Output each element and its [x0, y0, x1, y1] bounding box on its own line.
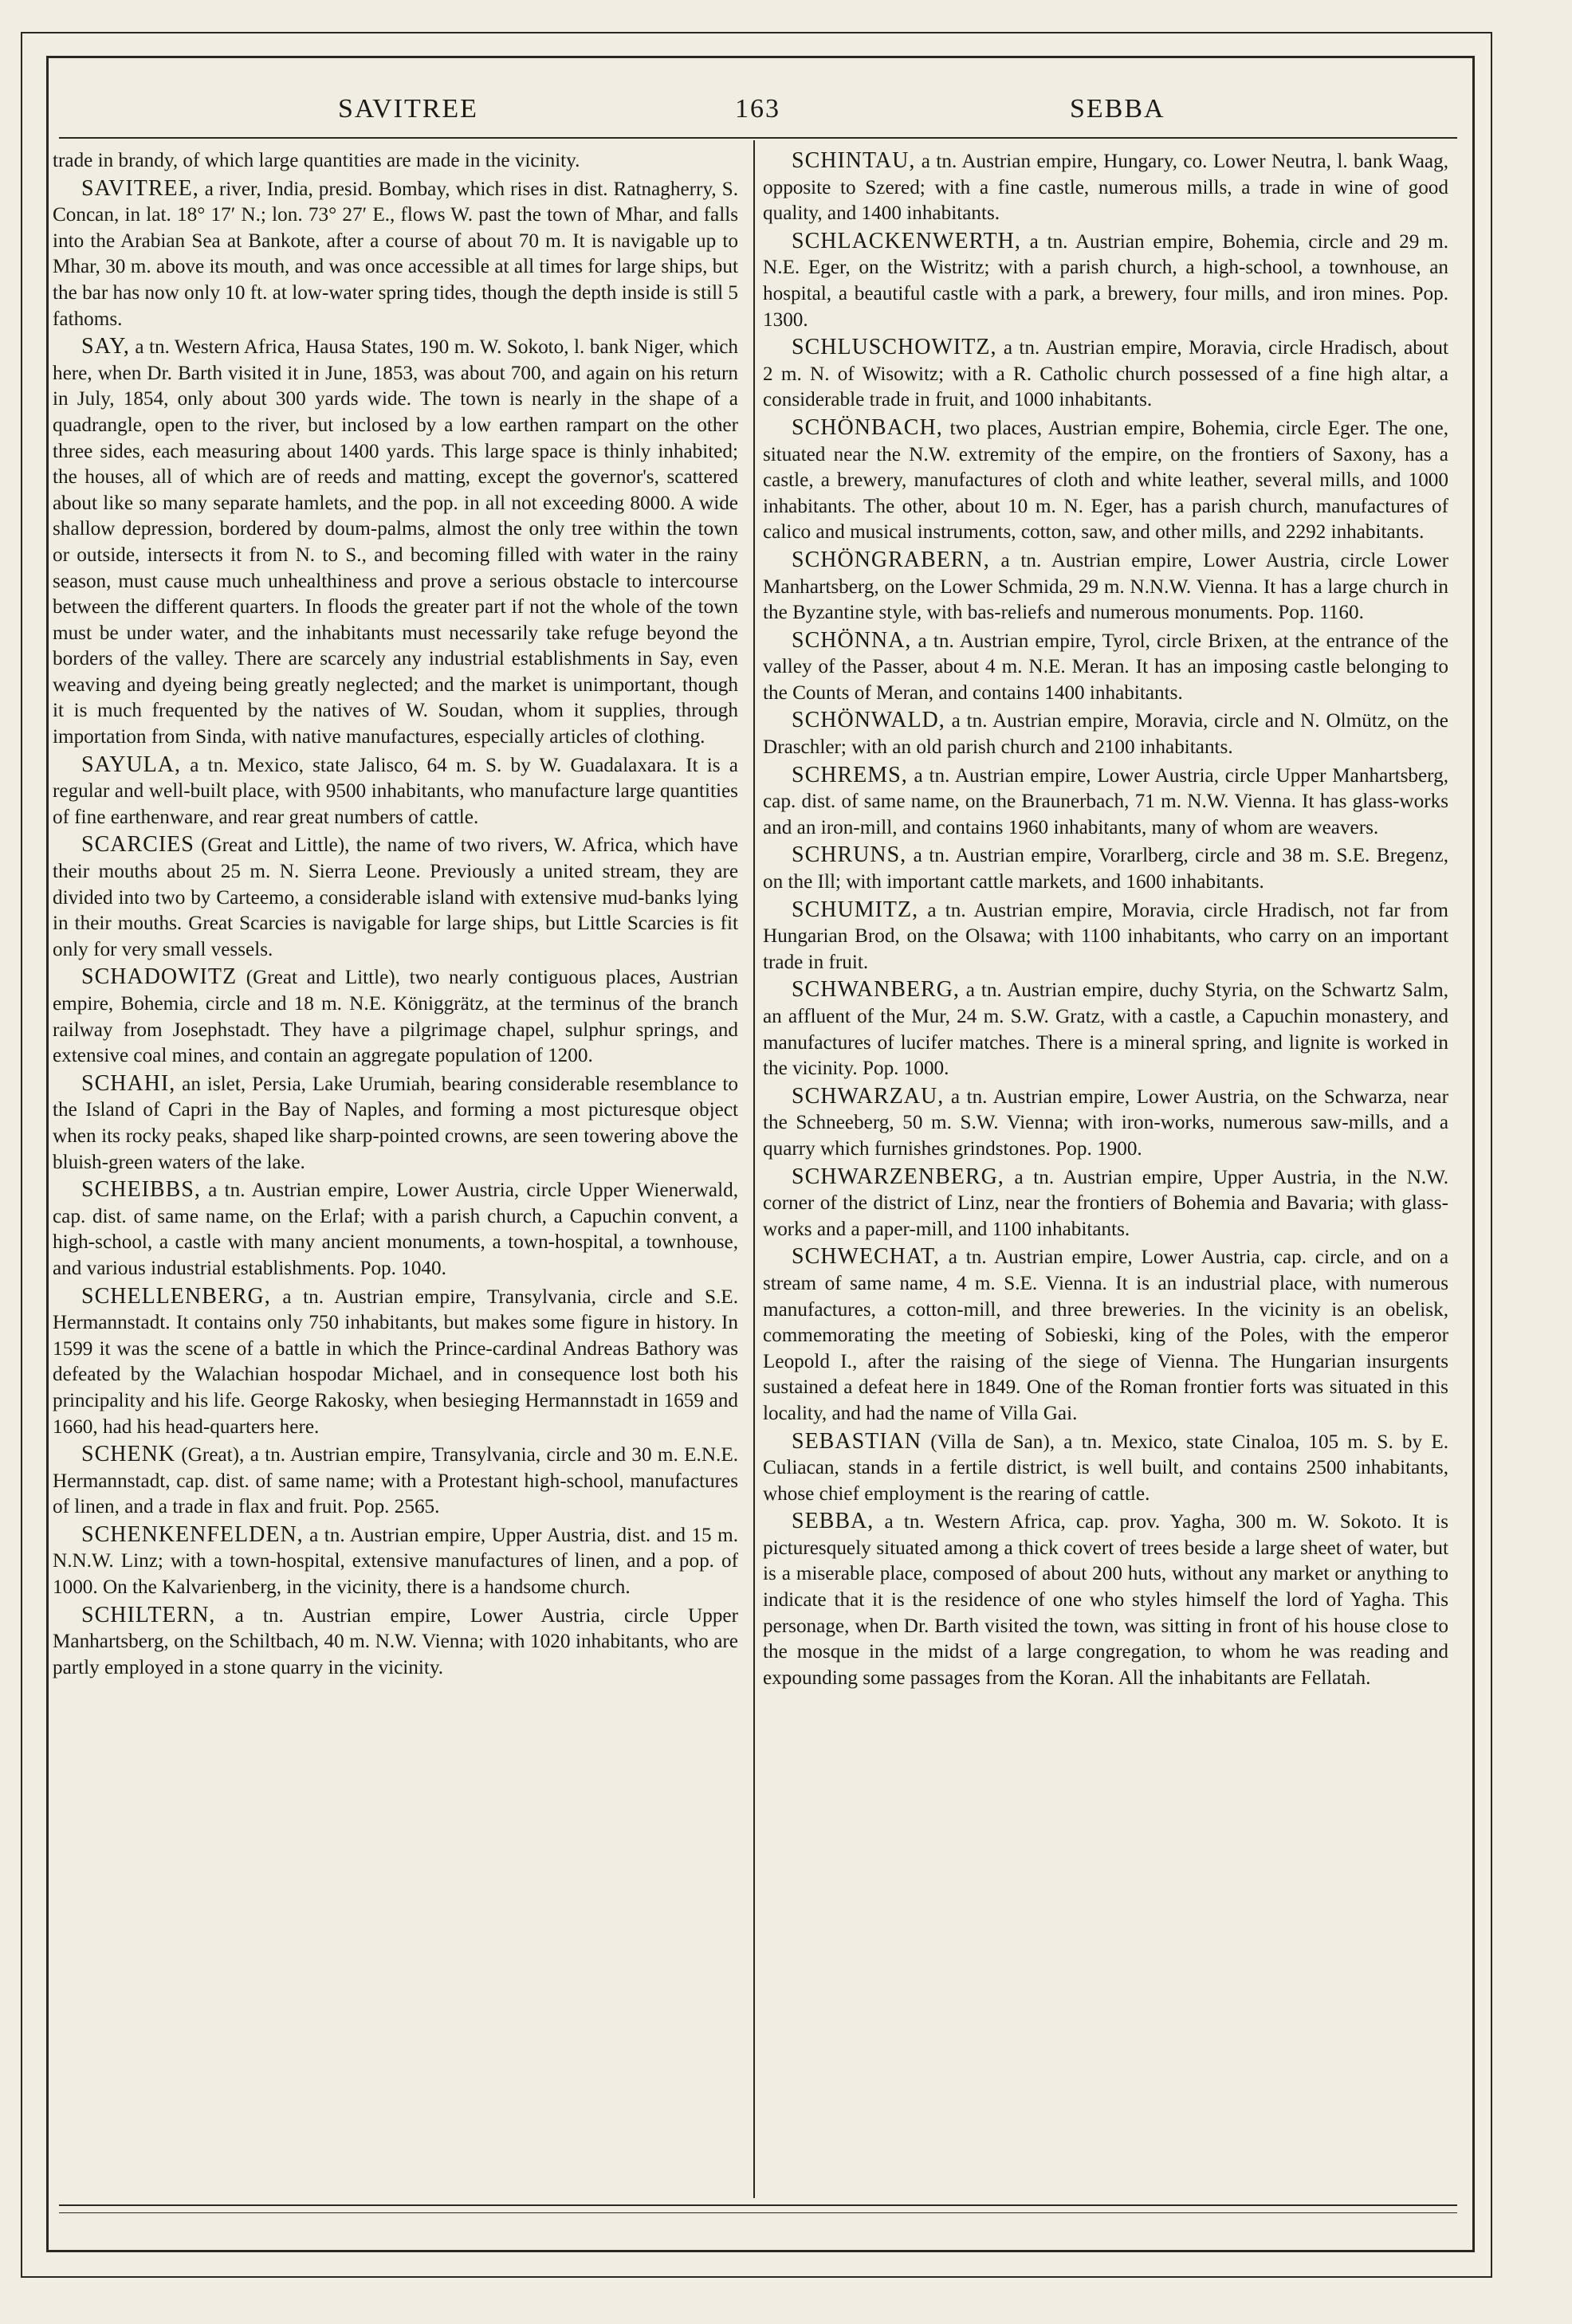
entry-headword: SCHELLENBERG,: [81, 1283, 271, 1309]
gazetteer-entry: [763, 1164, 1448, 1243]
entry-text: a tn. Austrian empire, Vorarlberg, circle and 38 m. S.E. Bregenz, on the Ill; with important cattle markets, and 1600 inhabitants.: [763, 845, 1448, 893]
gazetteer-entry: [53, 334, 738, 751]
gazetteer-entry: [763, 842, 1448, 895]
entry-text: a tn. Austrian empire, Lower Austria, circle Upper Wienerwald, cap. dist. of same name, on the Erlaf; with a parish church, a Capuchin convent, a high-school, a castle with many ancient monuments, a town-hospital, a townhouse, and various industrial establishments. Pop. 1040.: [53, 1180, 738, 1279]
entry-text: a tn. Western Africa, Hausa States, 190 m. W. Sokoto, l. bank Niger, which here, when Dr. Barth visited it in June, 1853, was about 700, and again on his return in July, 1854, only about 300 yards wide. The town is nearly in the shape of a quadrangle, open to the river, but inclosed by a low earthen rampart on the other three sides, each measuring about 1400 yards. This large space is thinly inhabited; the houses, all of which are of reeds and matting, except the governor's, scattered about like so many separate hamlets, and the pop. in all not exceeding 8000. A wide shallow depression, bordered by doum-palms, almost the only tree within the town or outside, intersects it from N. to S., and becoming filled with water in the rainy season, must cause much unhealthiness and prove a serious obstacle to intercourse between the different quarters. In floods the greater part if not the whole of the town must be under water, and the inhabitants must necessarily take refuge beyond the borders of the valley. There are scarcely any industrial establishments in Say, even weaving and dyeing being greatly neglected; and the market is unimportant, though it is much frequented by the natives of W. Soudan, whom it supplies, through importation from Sinda, with native manufactures, especially articles of clothing.: [53, 336, 738, 748]
column-divider: [753, 140, 755, 2198]
entry-headword: SCHLUSCHOWITZ,: [792, 335, 997, 360]
entry-headword: SCHEIBBS,: [81, 1177, 201, 1203]
entry-headword: SCHUMITZ,: [792, 897, 919, 922]
gazetteer-entry: [53, 1071, 738, 1176]
entry-headword: SAYULA,: [81, 752, 181, 777]
entry-headword: SCHLACKENWERTH,: [792, 228, 1021, 253]
entry-text: (Great), a tn. Austrian empire, Transylvania, circle and 30 m. E.N.E. Hermannstadt, cap. dist. of same name; with a Protestant high-school, manufactures of linen, and a trade in flax and fruit. Pop. 2565.: [53, 1444, 738, 1518]
gazetteer-entry: [53, 176, 738, 333]
footer-rule: [59, 2204, 1457, 2206]
gazetteer-entry: [53, 148, 738, 175]
gazetteer-entry: [53, 1177, 738, 1282]
entry-headword: SCHÖNGRABERN,: [792, 547, 990, 572]
gazetteer-entry: [763, 1509, 1448, 1691]
gazetteer-entry: [53, 1442, 738, 1521]
gazetteer-entry: [763, 229, 1448, 333]
entry-text: a tn. Austrian empire, Moravia, circle Hradisch, about 2 m. N. of Wisowitz; with a R. Catholic church possessed of a fine high altar, a considerable trade in fruit, and 1000 inhabitants.: [763, 337, 1448, 411]
entry-headword: SCHWECHAT,: [792, 1244, 941, 1270]
gazetteer-entry: [53, 1284, 738, 1441]
entry-headword: SAVITREE,: [81, 175, 199, 201]
entry-text: a river, India, presid. Bombay, which rises in dist. Ratnagherry, S. Concan, in lat. 18° 17′ N.; lon. 73° 27′ E., flows W. past the town of Mhar, and falls into the Arabian Sea at Bankote, after a course of about 70 m. It is navigable up to Mhar, 30 m. above its mouth, and was once accessible at all times for large ships, but the bar has now only 10 ft. at low-water spring tides, though the depth inside is still 5 fathoms.: [53, 178, 738, 330]
entry-headword: SCHWARZENBERG,: [792, 1164, 1004, 1189]
entry-text: a tn. Mexico, state Jalisco, 64 m. S. by W. Guadalaxara. It is a regular and well-built place, with 9500 inhabitants, who manufacture large quantities of fine earthenware, and rear great numbers of cattle.: [53, 754, 738, 828]
gazetteer-entry: [53, 832, 738, 963]
gazetteer-entry: [53, 964, 738, 1069]
gazetteer-entry: [763, 897, 1448, 976]
entry-headword: SCHENK: [81, 1442, 176, 1467]
entry-text: a tn. Austrian empire, Lower Austria, circle Upper Manhartsberg, cap. dist. of same name, on the Braunerbach, 71 m. N.W. Vienna. It has glass-works and an iron-mill, and contains 1960 inhabitants, many of whom are weavers.: [763, 764, 1448, 838]
entry-headword: SCHWANBERG,: [792, 977, 960, 1003]
gazetteer-entry: [53, 752, 738, 831]
entry-headword: SCARCIES: [81, 832, 195, 858]
entry-text: a tn. Western Africa, cap. prov. Yagha, 300 m. W. Sokoto. It is picturesquely situated among a thick covert of trees beside a large sheet of water, but is a miserable place, composed of about 200 huts, without any market or anything to indicate that it is the residence of one who styles himself the lord of Yagha. This personage, when Dr. Barth visited the town, was sitting in front of his house close to the mosque in the midst of a large congregation, to whom he was reading and expounding some passages from the Koran. All the inhabitants are Fellatah.: [763, 1511, 1448, 1689]
entry-text: a tn. Austrian empire, Bohemia, circle and 29 m. N.E. Eger, on the Wistritz; with a parish church, a high-school, a townhouse, an hospital, a beautiful castle with a park, a brewery, four mills, and iron mines. Pop. 1300.: [763, 230, 1448, 331]
entry-text: a tn. Austrian empire, Transylvania, circle and S.E. Hermannstadt. It contains only 750 inhabitants, but makes some figure in history. In 1599 it was the scene of a battle in which the Prince-cardinal Andreas Bathory was defeated by the Walachian hospodar Michael, and in consequence lost both his principality and his life. George Rakosky, when besieging Hermannstadt in 1659 and 1660, had his head-quarters here.: [53, 1286, 738, 1438]
footer-rule-thin: [59, 2212, 1457, 2213]
gazetteer-entry: [763, 763, 1448, 842]
header-right-word: SEBBA: [1070, 94, 1165, 124]
entry-text: a tn. Austrian empire, Moravia, circle Hradisch, not far from Hungarian Brod, on the Olsawa; with 1100 inhabitants, who carry on an important trade in fruit.: [763, 899, 1448, 973]
header-rule: [59, 137, 1457, 139]
entry-text: (Great and Little), two nearly contiguous places, Austrian empire, Bohemia, circle and 18 m. N.E. Königgrätz, at the terminus of the branch railway from Josephstadt. They have a pilgrimage chapel, sulphur springs, and extensive coal mines, and contain an aggregate population of 1200.: [53, 967, 738, 1067]
entry-text: a tn. Austrian empire, Lower Austria, circle Upper Manhartsberg, on the Schiltbach, 40 m. N.W. Vienna; with 1020 inhabitants, who are partly employed in a stone quarry in the vicinity.: [53, 1604, 738, 1678]
gazetteer-entry: [763, 708, 1448, 760]
gazetteer-entry: [763, 335, 1448, 414]
entry-text: a tn. Austrian empire, Upper Austria, dist. and 15 m. N.N.W. Linz; with a town-hospital, extensive manufactures of linen, and a pop. of 1000. On the Kalvarienberg, in the vicinity, there is a handsome church.: [53, 1524, 738, 1599]
gazetteer-entry: [763, 415, 1448, 546]
entry-headword: SCHENKENFELDEN,: [81, 1521, 304, 1547]
entry-text: trade in brandy, of which large quantities are made in the vicinity.: [53, 150, 580, 171]
entry-text: a tn. Austrian empire, Lower Austria, cap. circle, and on a stream of same name, 4 m. S.E. Vienna. It is an industrial place, with numerous manufactures, a cotton-mill, and three breweries. In the vicinity is an obelisk, commemorating the meeting of Sobieski, king of the Poles, with the emperor Leopold I., after the raising of the siege of Vienna. The Hungarian insurgents sustained a defeat here in 1849. One of the Roman frontier forts was situated in this locality, and had the name of Villa Gai.: [763, 1246, 1448, 1424]
header-left-word: SAVITREE: [338, 94, 478, 124]
entry-text: a tn. Austrian empire, duchy Styria, on the Schwartz Salm, an affluent of the Mur, 24 m. S.W. Gratz, with a castle, a Capuchin monastery, and manufactures of lucifer matches. There is a mineral spring, and lignite is worked in the vicinity. Pop. 1000.: [763, 979, 1448, 1080]
gazetteer-entry: [53, 1522, 738, 1601]
gazetteer-entry: [763, 1429, 1448, 1508]
entry-text: a tn. Austrian empire, Moravia, circle and N. Olmütz, on the Draschler; with an old parish church and 2100 inhabitants.: [763, 710, 1448, 759]
entry-headword: SCHÖNNA,: [792, 627, 912, 653]
entry-headword: SCHÖNWALD,: [792, 708, 945, 733]
entry-headword: SAY,: [81, 334, 130, 359]
entry-headword: SCHREMS,: [792, 762, 908, 787]
entry-text: (Villa de San), a tn. Mexico, state Cinaloa, 105 m. S. by E. Culiacan, stands in a fertile district, is well built, and contains 2500 inhabitants, whose chief employment is the rearing of cattle.: [763, 1431, 1448, 1505]
entry-text: a tn. Austrian empire, Hungary, co. Lower Neutra, l. bank Waag, opposite to Szered; with a fine castle, numerous mills, a trade in wine of good quality, and 1400 inhabitants.: [763, 151, 1448, 225]
entry-text: a tn. Austrian empire, Tyrol, circle Brixen, at the entrance of the valley of the Passer, about 4 m. N.E. Meran. It has an imposing castle belonging to the Counts of Meran, and contains 1400 inhabitants.: [763, 630, 1448, 704]
entry-text: a tn. Austrian empire, Upper Austria, in the N.W. corner of the district of Linz, near the frontiers of Bohemia and Bavaria; with glass-works and a paper-mill, and 1100 inhabitants.: [763, 1166, 1448, 1240]
entry-headword: SCHADOWITZ: [81, 964, 238, 990]
gazetteer-entry: [763, 148, 1448, 227]
entry-text: a tn. Austrian empire, Lower Austria, on the Schwarza, near the Schneeberg, 50 m. S.W. Vienna; with iron-works, numerous saw-mills, and a quarry which furnishes grindstones. Pop. 1900.: [763, 1085, 1448, 1160]
page-number: 163: [735, 94, 780, 124]
gazetteer-entry: [763, 1084, 1448, 1163]
entry-headword: SCHÖNBACH,: [792, 414, 943, 440]
running-header: [59, 94, 1457, 135]
gazetteer-entry: [763, 977, 1448, 1082]
entry-headword: SCHWARZAU,: [792, 1083, 945, 1109]
right-column: [763, 148, 1448, 2196]
entry-text: an islet, Persia, Lake Urumiah, bearing considerable resemblance to the Island of Capri in the Bay of Naples, and forming a most picturesque object when its rocky peaks, shaped like sharp-pointed crowns, are seen towering above the bluish-green waters of the lake.: [53, 1073, 738, 1173]
gazetteer-entry: [763, 628, 1448, 707]
gazetteer-entry: [763, 1244, 1448, 1427]
entry-headword: SCHAHI,: [81, 1070, 176, 1096]
entry-text: a tn. Austrian empire, Lower Austria, circle Lower Manhartsberg, on the Lower Schmida, 29 m. N.N.W. Vienna. It has a large church in the Byzantine style, with bas-reliefs and numerous monuments. Pop. 1160.: [763, 549, 1448, 624]
entry-text: two places, Austrian empire, Bohemia, circle Eger. The one, situated near the N.W. extremity of the empire, on the frontiers of Saxony, has a castle, a brewery, manufactures of cloth and white leather, several mills, and 1000 inhabitants. The other, about 10 m. N. Eger, has a parish church, manufactures of calico and musical instruments, cotton, saw, and other mills, and 2292 inhabitants.: [763, 417, 1448, 544]
entry-text: (Great and Little), the name of two rivers, W. Africa, which have their mouths about 25 m. N. Sierra Leone. Previously a united stream, they are divided into two by Carteemo, a considerable island with extensive mud-banks lying in their mouths. Great Scarcies is navigable for large ships, but Little Scarcies is fit only for very small vessels.: [53, 834, 738, 960]
entry-headword: SEBBA,: [792, 1509, 874, 1534]
gazetteer-entry: [763, 548, 1448, 626]
entry-headword: SCHILTERN,: [81, 1602, 216, 1627]
entry-headword: SEBASTIAN: [792, 1428, 922, 1454]
entry-headword: SCHINTAU,: [792, 148, 916, 173]
entry-headword: SCHRUNS,: [792, 842, 907, 868]
gazetteer-entry: [53, 1603, 738, 1682]
left-column: [53, 148, 738, 2196]
